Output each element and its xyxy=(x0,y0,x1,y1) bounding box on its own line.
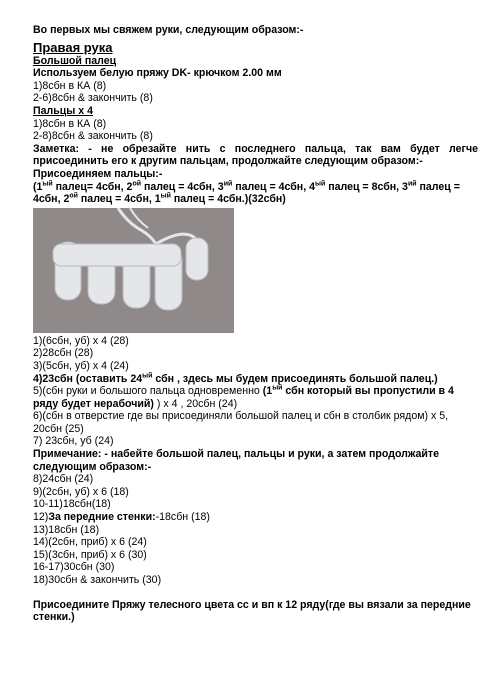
note-label: Заметка: xyxy=(33,142,80,155)
thumb-yarn: Используем белую пряжу DK- крючком 2.00 мм xyxy=(33,67,282,80)
row: 9)(2сбн, уб) х 6 (18) xyxy=(33,485,129,498)
row-4: 4)23сбн (оставить $24^{ый}$ сбн , здесь мы будем присоединять большой палец.) xyxy=(33,371,438,385)
row: 15)(3сбн, приб) х 6 (30) xyxy=(33,548,147,561)
row-12: 12)За передние стенки:-18сбн (18) xyxy=(33,511,210,524)
fingers-row: 1)8сбн в КА (8) xyxy=(33,117,107,130)
final-instruction: Присоедините Пряжу телесного цвета сс и вп к 12 ряду(где вы вязали за передние стенки.) xyxy=(33,598,471,624)
row: 8)24сбн (24) xyxy=(33,473,94,486)
row: 2)28сбн (28) xyxy=(33,347,94,360)
row: 3)(5сбн, уб) х 4 (24) xyxy=(33,359,129,372)
fingers-note xyxy=(33,143,478,168)
crochet-fingers-photo xyxy=(33,208,234,333)
row-5: 5)(сбн руки и большого пальца одновременно ($1^{ый}$ сбн который вы пропустили в 4 ряду будет нерабочий) ) х 4 , 20сбн (24) xyxy=(33,384,454,410)
note-text: - не обрезайте нить с последнего пальца, так вам будет легче присоединить его к другим пальцам, продолжайте следующим образом:- xyxy=(33,142,478,168)
row: 13)18сбн (18) xyxy=(33,523,100,536)
row-7: 7) 23сбн, уб (24) xyxy=(33,435,114,448)
thumb-row: 2-6)8сбн & закончить (8) xyxy=(33,92,153,105)
document-page xyxy=(33,24,478,624)
intro-text: Во первых мы свяжем руки, следующим образом:- xyxy=(33,24,304,36)
row: 16-17)30сбн (30) xyxy=(33,561,115,574)
thumb-heading: Большой палец xyxy=(33,54,117,67)
fingers-heading: Пальцы х 4 xyxy=(33,104,93,117)
row: 18)30сбн & закончить (30) xyxy=(33,574,162,586)
section-title: Правая рука xyxy=(33,39,113,55)
row: 10-11)18сбн(18) xyxy=(33,498,111,511)
join-heading: Присоединяем пальцы:- xyxy=(33,167,163,180)
row-6: 6)(сбн в отверстие где вы присоединяли большой палец и сбн в столбик рядом) х 5, 20сбн (25) xyxy=(33,410,449,435)
row: 1)(6сбн, уб) х 4 (28) xyxy=(33,334,129,347)
fingers-row: 2-8)8сбн & закончить (8) xyxy=(33,130,153,143)
remark: Примечание: - набейте большой палец, пальцы и руки, а затем продолжайте следующим образом:- xyxy=(33,448,440,473)
join-formula: ($1^{ый}$ палец= 4сбн, $2^{ой}$ палец = 4сбн, $3^{ий}$ палец = 4сбн, $4^{ый}$ палец = 8сбн, $3^{ий}$ палец = 4сбн, $2^{ой}$ палец = 4сбн, $1^{ый}$ палец = 4сбн.)(32сбн) xyxy=(33,180,460,206)
row: 14)(2сбн, приб) х 6 (24) xyxy=(33,536,147,549)
thumb-row: 1)8сбн в КА (8) xyxy=(33,79,107,92)
